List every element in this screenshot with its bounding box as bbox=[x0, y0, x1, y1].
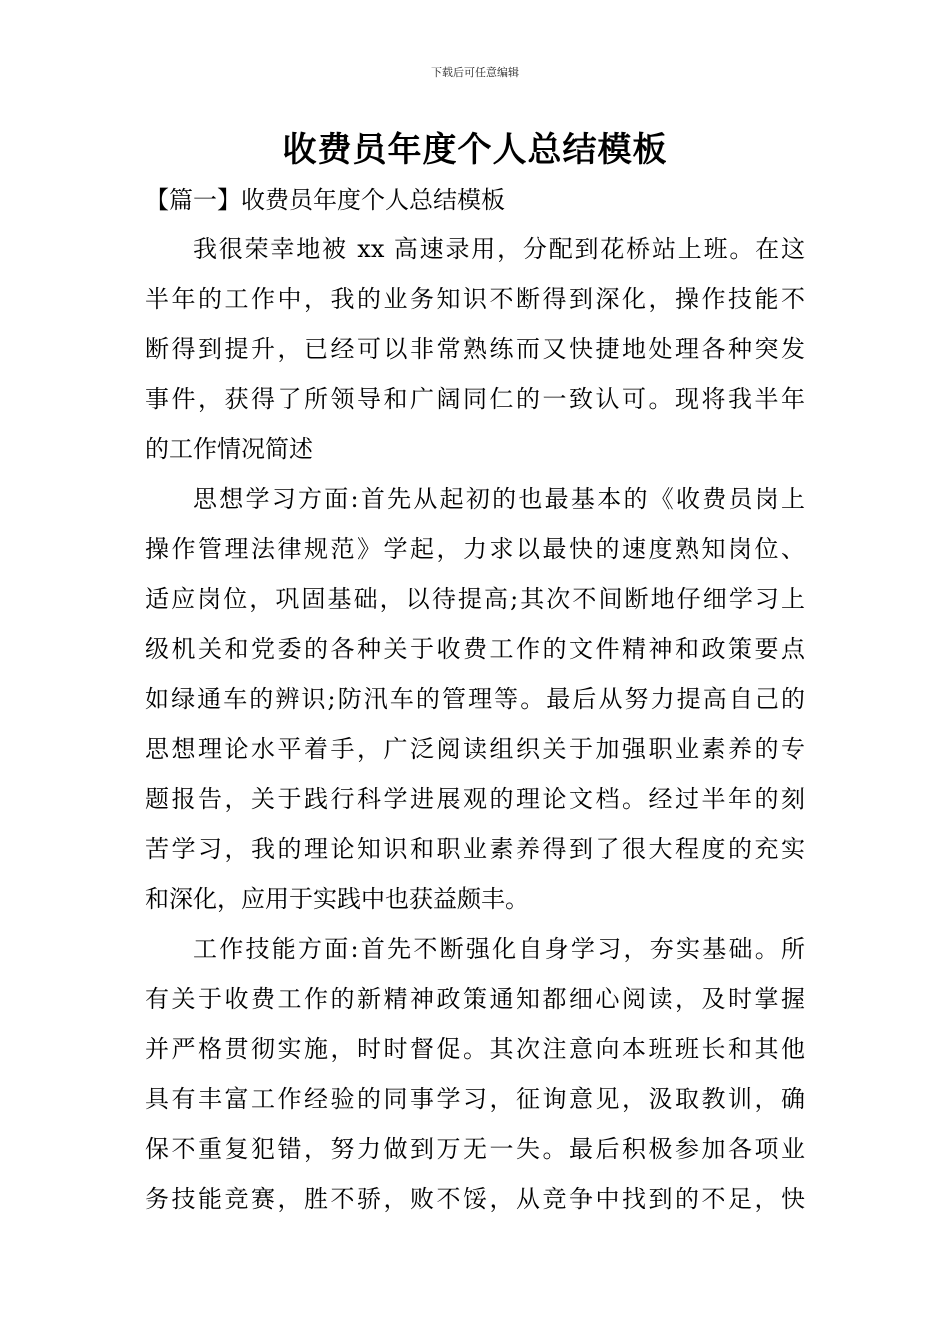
paragraph-2-line-1: 思想学习方面:首先从起初的也最基本的《收费员岗上 bbox=[193, 485, 805, 513]
paragraph-1-line-5: 的工作情况简述 bbox=[145, 435, 313, 463]
paragraph-3-line-2: 有关于收费工作的新精神政策通知都细心阅读，及时掌握 bbox=[145, 985, 805, 1013]
paragraph-1-line-2: 半年的工作中，我的业务知识不断得到深化，操作技能不 bbox=[145, 285, 805, 313]
paragraph-2-line-9: 和深化，应用于实践中也获益颇丰。 bbox=[145, 885, 529, 913]
paragraph-2-line-4: 级机关和党委的各种关于收费工作的文件精神和政策要点 bbox=[145, 635, 805, 663]
section-heading: 【篇一】收费员年度个人总结模板 bbox=[145, 186, 505, 214]
paragraph-2-line-5: 如绿通车的辨识;防汛车的管理等。最后从努力提高自己的 bbox=[145, 685, 805, 713]
header-note: 下载后可任意编辑 bbox=[431, 66, 519, 79]
paragraph-2-line-3: 适应岗位，巩固基础，以待提高;其次不间断地仔细学习上 bbox=[145, 585, 805, 613]
document-title: 收费员年度个人总结模板 bbox=[282, 130, 668, 170]
paragraph-3-line-6: 务技能竞赛，胜不骄，败不馁，从竞争中找到的不足，快 bbox=[145, 1185, 805, 1213]
paragraph-3-line-5: 保不重复犯错，努力做到万无一失。最后积极参加各项业 bbox=[145, 1135, 805, 1163]
paragraph-2-line-7: 题报告，关于践行科学进展观的理论文档。经过半年的刻 bbox=[145, 785, 805, 813]
paragraph-3-line-3: 并严格贯彻实施，时时督促。其次注意向本班班长和其他 bbox=[145, 1035, 805, 1063]
paragraph-3-line-1: 工作技能方面:首先不断强化自身学习，夯实基础。所 bbox=[193, 935, 805, 963]
paragraph-2-line-6: 思想理论水平着手，广泛阅读组织关于加强职业素养的专 bbox=[145, 735, 805, 763]
paragraph-1-line-4: 事件，获得了所领导和广阔同仁的一致认可。现将我半年 bbox=[145, 385, 805, 413]
paragraph-3-line-4: 具有丰富工作经验的同事学习，征询意见，汲取教训，确 bbox=[145, 1085, 805, 1113]
paragraph-2-line-8: 苦学习，我的理论知识和职业素养得到了很大程度的充实 bbox=[145, 835, 805, 863]
paragraph-1-line-3: 断得到提升，已经可以非常熟练而又快捷地处理各种突发 bbox=[145, 335, 805, 363]
paragraph-1-line-1: 我很荣幸地被 xx 高速录用，分配到花桥站上班。在这 bbox=[193, 235, 805, 263]
paragraph-2-line-2: 操作管理法律规范》学起，力求以最快的速度熟知岗位、 bbox=[145, 535, 805, 563]
